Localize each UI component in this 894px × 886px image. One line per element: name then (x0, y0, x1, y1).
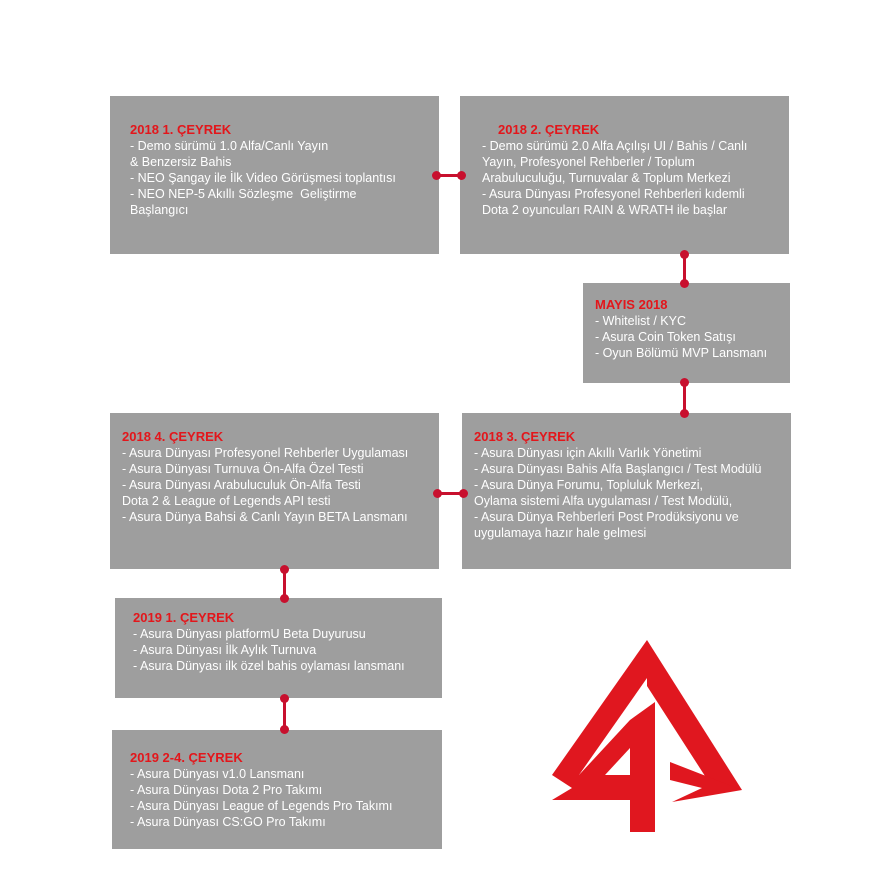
connector-dot (280, 725, 289, 734)
box-line: - Asura Dünyası Arabuluculuk Ön-Alfa Testi (122, 478, 361, 492)
box-line: Arabuluculuğu, Turnuvalar & Toplum Merkezi (482, 171, 731, 185)
roadmap-box-2018-q2 (460, 96, 789, 254)
connector-dot (432, 171, 441, 180)
connector-dot (680, 250, 689, 259)
box-line: - Asura Dünyası CS:GO Pro Takımı (130, 815, 326, 829)
box-line: - Asura Dünyası Profesyonel Rehberleri kıdemli (482, 187, 745, 201)
box-title: 2018 1. ÇEYREK (130, 122, 232, 137)
box-line: - Asura Dünyası Profesyonel Rehberler Uygulaması (122, 446, 409, 460)
roadmap-box-may-2018 (583, 283, 790, 383)
connector-dot (459, 489, 468, 498)
roadmap-box-2018-q1 (110, 96, 439, 254)
box-line: - Asura Dünya Bahsi & Canlı Yayın BETA Lansmanı (122, 510, 408, 524)
connector-dot (680, 378, 689, 387)
box-line: Oylama sistemi Alfa uygulaması / Test Modülü, (474, 494, 733, 508)
box-line: uygulamaya hazır hale gelmesi (474, 526, 647, 540)
box-title: 2018 2. ÇEYREK (498, 122, 600, 137)
box-title: 2018 3. ÇEYREK (474, 429, 576, 444)
connector-dot (280, 594, 289, 603)
box-line: - NEO Şangay ile İlk Video Görüşmesi toplantısı (130, 171, 396, 185)
box-line: - Asura Dünyası v1.0 Lansmanı (130, 767, 305, 781)
box-line: - Asura Dünyası Bahis Alfa Başlangıcı / Test Modülü (474, 462, 762, 476)
roadmap-box-2019-q2-4 (112, 730, 442, 849)
box-title: 2019 2-4. ÇEYREK (130, 750, 243, 765)
connector-dot (280, 565, 289, 574)
box-line: - Oyun Bölümü MVP Lansmanı (595, 346, 768, 360)
box-line: - Asura Dünyası ilk özel bahis oylaması lansmanı (133, 659, 405, 673)
box-title: 2019 1. ÇEYREK (133, 610, 235, 625)
box-line: - Demo sürümü 1.0 Alfa/Canlı Yayın (130, 139, 329, 153)
box-line: - Asura Dünyası platformU Beta Duyurusu (133, 627, 366, 641)
box-line: - Whitelist / KYC (595, 314, 686, 328)
asura-triangle-logo-icon (552, 640, 742, 832)
connector-dot (680, 279, 689, 288)
connector-dot (433, 489, 442, 498)
roadmap-box-2018-q3 (462, 413, 791, 569)
box-line: - Asura Dünya Rehberleri Post Prodüksiyonu ve (474, 510, 739, 524)
box-line: Dota 2 & League of Legends API testi (122, 494, 331, 508)
box-line: - Asura Dünya Forumu, Topluluk Merkezi, (474, 478, 704, 492)
box-line: - Asura Dünyası için Akıllı Varlık Yönetimi (474, 446, 702, 460)
box-line: - Asura Dünyası League of Legends Pro Takımı (130, 799, 393, 813)
box-line: - Asura Dünyası Turnuva Ön-Alfa Özel Testi (122, 462, 364, 476)
box-line: Başlangıcı (130, 203, 189, 217)
box-line: - Asura Coin Token Satışı (595, 330, 736, 344)
connector-dot (457, 171, 466, 180)
connector-dot (680, 409, 689, 418)
box-title: 2018 4. ÇEYREK (122, 429, 224, 444)
box-line: - Asura Dünyası İlk Aylık Turnuva (133, 643, 317, 657)
box-line: - Asura Dünyası Dota 2 Pro Takımı (130, 783, 323, 797)
box-line: Yayın, Profesyonel Rehberler / Toplum (482, 155, 695, 169)
roadmap-box-2018-q4 (110, 413, 439, 569)
box-line: - Demo sürümü 2.0 Alfa Açılışı UI / Bahis / Canlı (482, 139, 748, 153)
box-line: & Benzersiz Bahis (130, 155, 232, 169)
connector-dot (280, 694, 289, 703)
roadmap-box-2019-q1 (115, 598, 442, 698)
box-line: - NEO NEP-5 Akıllı Sözleşme Geliştirme (130, 187, 357, 201)
box-title: MAYIS 2018 (595, 297, 668, 312)
box-line: Dota 2 oyuncuları RAIN & WRATH ile başlar (482, 203, 727, 217)
